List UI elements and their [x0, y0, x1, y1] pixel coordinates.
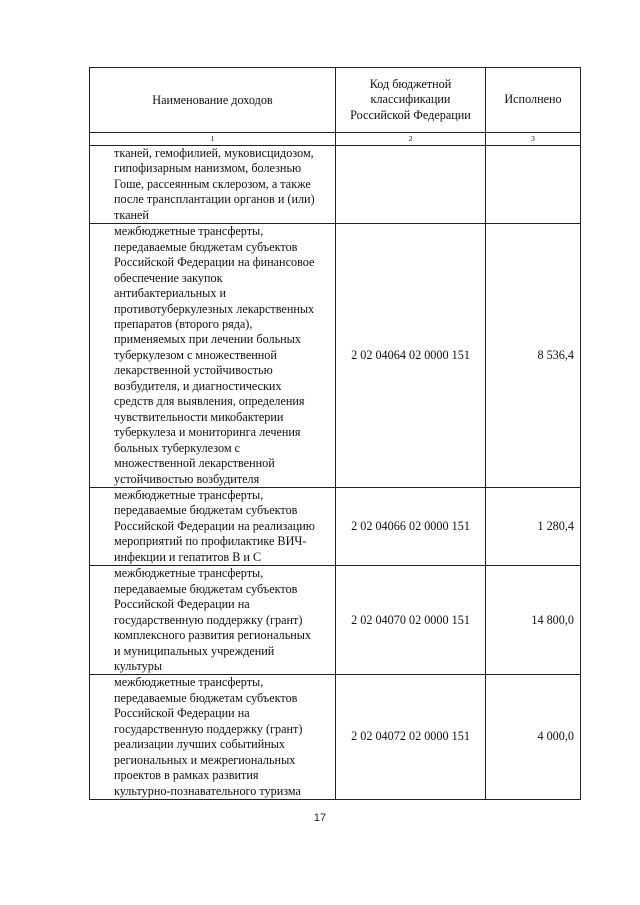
revenue-name-line: передаваемые бюджетам субъектов [114, 503, 298, 518]
revenue-name-cell [90, 487, 336, 565]
revenue-name-line: чувствительности микобактерии [114, 409, 284, 424]
budget-code-cell: 2 02 04066 02 0000 151 [336, 487, 486, 565]
executed-value-cell: 14 800,0 [486, 566, 581, 675]
revenue-name-line: антибактериальных и [114, 286, 227, 301]
column-number-row [90, 133, 581, 146]
revenue-name-line: Российской Федерации на финансовое [114, 255, 315, 270]
revenue-name-line: противотуберкулезных лекарственных [114, 301, 315, 316]
revenue-name-cell [90, 224, 336, 488]
revenue-name-line: культуры [114, 658, 163, 673]
budget-code-cell: 2 02 04072 02 0000 151 [336, 675, 486, 800]
revenue-name-line: Российской Федерации на реализацию [114, 518, 315, 533]
revenue-name-line: межбюджетные трансферты, [114, 675, 264, 690]
revenue-name-line: средств для выявления, определения [114, 394, 305, 409]
revenue-name-line: лекарственной устойчивостью [114, 363, 273, 378]
table-row [90, 146, 581, 224]
revenue-name-line: возбудителя, и диагностических [114, 378, 282, 393]
revenue-name-line: Российской Федерации на [114, 597, 250, 612]
revenue-name-line: передаваемые бюджетам субъектов [114, 581, 298, 596]
revenue-name-cell [90, 566, 336, 675]
table-row [90, 566, 581, 675]
revenue-name-line: обеспечение закупок [114, 270, 223, 285]
revenue-name-line: межбюджетные трансферты, [114, 224, 264, 239]
column-number: 3 [486, 133, 581, 146]
revenue-name-line: культурно-познавательного туризма [114, 783, 301, 798]
revenue-name-line: применяемых при лечении больных [114, 332, 301, 347]
revenue-name-line: проектов в рамках развития [114, 768, 259, 783]
header-executed: Исполнено [486, 68, 581, 133]
revenue-name-line: государственную поддержку (грант) [114, 721, 303, 736]
revenue-name-line: после трансплантации органов и (или) [114, 192, 315, 207]
executed-value-cell: 4 000,0 [486, 675, 581, 800]
budget-code-cell [336, 146, 486, 224]
revenue-name-line: множественной лекарственной [114, 456, 275, 471]
revenue-name-cell [90, 146, 336, 224]
column-number: 1 [90, 133, 336, 146]
revenue-name-line: Российской Федерации на [114, 706, 250, 721]
revenue-name-line: передаваемые бюджетам субъектов [114, 239, 298, 254]
budget-code-cell: 2 02 04064 02 0000 151 [336, 224, 486, 488]
table-body [90, 146, 581, 800]
revenue-name-line: комплексного развития региональных [114, 628, 312, 643]
revenue-name-line: туберкулеза и мониторинга лечения [114, 425, 301, 440]
revenue-name-line: и муниципальных учреждений [114, 643, 275, 658]
table-row [90, 487, 581, 565]
revenue-name-line: больных туберкулезом с [114, 440, 240, 455]
revenue-name-line: реализации лучших событийных [114, 737, 286, 752]
executed-value-cell [486, 146, 581, 224]
revenue-name-line: инфекции и гепатитов В и С [114, 549, 262, 564]
revenue-name-line: межбюджетные трансферты, [114, 487, 264, 502]
revenue-name-line: межбюджетные трансферты, [114, 566, 264, 581]
executed-value-cell: 8 536,4 [486, 224, 581, 488]
revenue-table [89, 67, 581, 800]
table-row [90, 224, 581, 488]
budget-code-cell: 2 02 04070 02 0000 151 [336, 566, 486, 675]
executed-value-cell: 1 280,4 [486, 487, 581, 565]
page-number: 17 [313, 812, 327, 824]
revenue-name-cell [90, 675, 336, 800]
table-header-row [90, 68, 581, 133]
revenue-name-line: региональных и межрегиональных [114, 752, 296, 767]
revenue-name-line: препаратов (второго ряда), [114, 316, 253, 331]
revenue-name-line: туберкулезом с множественной [114, 347, 277, 362]
revenue-name-line: передаваемые бюджетам субъектов [114, 690, 298, 705]
revenue-name-line: устойчивостью возбудителя [114, 471, 260, 486]
revenue-name-line: Гоше, рассеянным склерозом, а также [114, 176, 311, 191]
revenue-name-line: тканей [114, 207, 149, 222]
revenue-name-line: тканей, гемофилией, муковисцидозом, [114, 146, 314, 160]
table-row [90, 675, 581, 800]
revenue-name-line: мероприятий по профилактике ВИЧ- [114, 534, 307, 549]
column-number: 2 [336, 133, 486, 146]
revenue-name-line: государственную поддержку (грант) [114, 612, 303, 627]
header-revenue-name: Наименование доходов [90, 68, 336, 133]
revenue-name-line: гипофизарным нанизмом, болезнью [114, 161, 302, 176]
header-budget-code: Код бюджетной классификации Российской Федерации [336, 68, 486, 133]
